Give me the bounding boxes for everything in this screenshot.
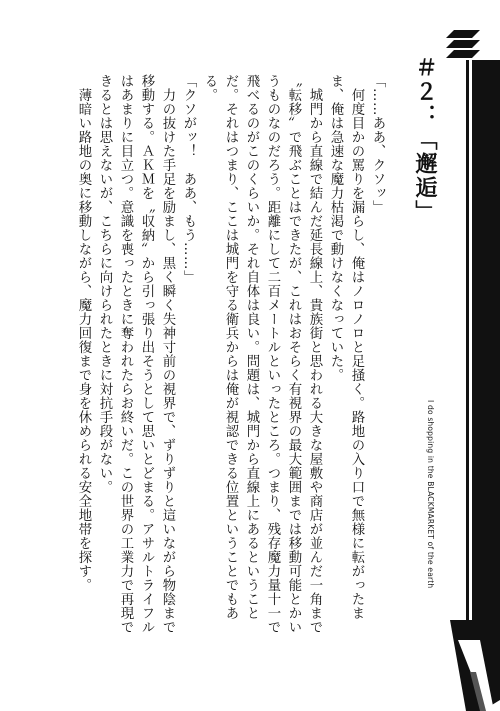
- paragraph: 「……ああ、クソッ」: [370, 74, 385, 214]
- chevron-stripe-icon: [446, 30, 480, 38]
- chapter-title: ＃２：「邂逅」: [412, 56, 437, 224]
- chevron-stripe-icon: [446, 40, 480, 48]
- running-head: I do shopping in the BLACKMARKET of the earth: [426, 400, 435, 589]
- paragraph: 力の抜けた手足を励まし、黒く瞬く失神寸前の視界で、ずりずりと這いながら物陰まで移動する。ＡＫＭを〝収納〟から引っ張り出そうとして思いとどまる。アサルトライフルはあまりに目立つ。意識を喪ったときに奪われたらお終いだ。この世界の工業力で再現できるとは思えないが、こちらに向けられたときに対抗手段がない。: [97, 74, 175, 634]
- band-edge-line: [466, 60, 469, 620]
- paragraph: 城門から直線で結んだ延長線上、貴族街と思われる大きな屋敷や商店が並んだ一角まで〝転移〟で飛ぶことはできたが、これはおそらく有視界の最大範囲までは移動可能とかいうものなのだろう。距離にして二百メートルといったところ。つまり、残存魔力量十一で飛べるのがこのくらいか。それ自体は良い。問題は、城門から直線上にあるということだ。それはつまり、ここは城門を守る衛兵からは俺が視認できる位置ということでもある。: [202, 74, 322, 634]
- band-fill: [472, 60, 500, 620]
- paragraph: 薄暗い路地の奥に移動しながら、魔力回復まで身を休められる安全地帯を探す。: [76, 74, 91, 592]
- paragraph: 「クソがッ！ ああ、もう……」: [181, 74, 196, 284]
- body-text: [66, 74, 388, 634]
- paragraph: 何度目かの罵りを漏らし、俺はノロノロと足掻く。路地の入り口で無様に転がったまま、俺は急速な魔力枯渇で動けなくなっていた。: [328, 74, 364, 620]
- chevron-stripe-icon: [446, 50, 480, 58]
